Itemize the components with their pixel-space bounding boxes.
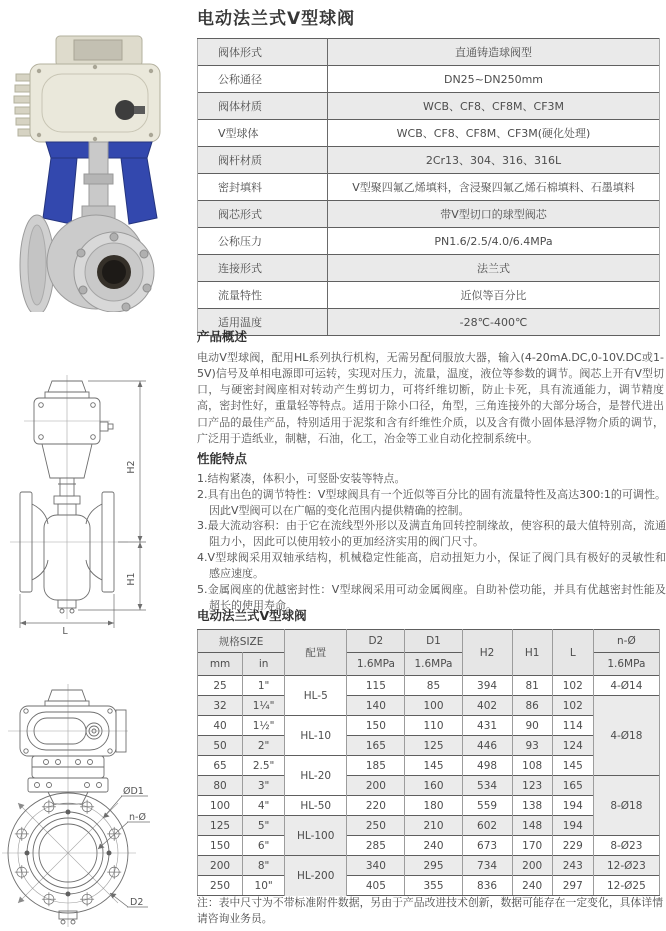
- dim-d2: 340: [347, 856, 405, 876]
- dim-in: 1¼": [243, 696, 285, 716]
- dim-d1: 240: [405, 836, 462, 856]
- dim-l: 124: [552, 736, 593, 756]
- dim-row: [198, 716, 660, 736]
- dim-h1: 240: [512, 876, 552, 896]
- spec-value: 2Cr13、304、316、316L: [328, 147, 660, 174]
- dim-d1: 295: [405, 856, 462, 876]
- spec-row: [198, 39, 660, 66]
- valve-body-photo: [20, 215, 154, 312]
- spec-row: [198, 228, 660, 255]
- dim-d2: 405: [347, 876, 405, 896]
- spec-label: 阀芯形式: [198, 201, 328, 228]
- col-header-in: in: [243, 653, 285, 676]
- col-header-h2: H2: [462, 630, 512, 676]
- dim-label-l: L: [62, 626, 68, 637]
- dim-h1: 86: [512, 696, 552, 716]
- dim-label-d2: D2: [130, 897, 144, 908]
- dim-h1: 123: [512, 776, 552, 796]
- spec-row: [198, 174, 660, 201]
- dim-in: 4": [243, 796, 285, 816]
- dim-config: HL-20: [285, 756, 347, 796]
- dim-d2: 140: [347, 696, 405, 716]
- dim-label-n: n-Ø: [129, 812, 146, 823]
- spec-label: 公称通径: [198, 66, 328, 93]
- col-header-mm: mm: [198, 653, 243, 676]
- spec-row: [198, 147, 660, 174]
- dim-h1: 81: [512, 676, 552, 696]
- dim-h1: 93: [512, 736, 552, 756]
- spec-value: WCB、CF8、CF8M、CF3M(硬化处理): [328, 120, 660, 147]
- dim-l: 165: [552, 776, 593, 796]
- spec-value: 近似等百分比: [328, 282, 660, 309]
- dim-h2: 534: [462, 776, 512, 796]
- dim-h1: 200: [512, 856, 552, 876]
- dim-h2: 498: [462, 756, 512, 776]
- spec-label: 适用温度: [198, 309, 328, 336]
- dim-l: 114: [552, 716, 593, 736]
- col-header-l: L: [552, 630, 593, 676]
- spec-row: [198, 120, 660, 147]
- dim-l: 145: [552, 756, 593, 776]
- dim-config: HL-200: [285, 856, 347, 896]
- spec-row: [198, 255, 660, 282]
- actuator-photo: [14, 36, 160, 142]
- dim-h1: 170: [512, 836, 552, 856]
- spec-value: -28℃-400℃: [328, 309, 660, 336]
- features-heading: 性能特点: [197, 451, 248, 466]
- dim-mm: 100: [198, 796, 243, 816]
- dim-row: [198, 756, 660, 776]
- spec-label: 连接形式: [198, 255, 328, 282]
- col-header-d1-pressure: 1.6MPa: [405, 653, 462, 676]
- spec-label: 公称压力: [198, 228, 328, 255]
- dim-label-h1: H1: [126, 572, 137, 586]
- dim-l: 102: [552, 696, 593, 716]
- dim-d2: 150: [347, 716, 405, 736]
- col-header-n: n-Ø: [593, 630, 659, 653]
- feature-item: 3.最大流动容积：由于它在流线型外形以及满直角回转控制缘故，使容积的最大值特别高，流通阻力小，因此可以使用较小的更加经济实用的阀门尺寸。: [197, 519, 666, 549]
- dim-h1: 148: [512, 816, 552, 836]
- dim-d1: 125: [405, 736, 462, 756]
- dim-row: [198, 736, 660, 756]
- spec-value: PN1.6/2.5/4.0/6.4MPa: [328, 228, 660, 255]
- dim-h2: 734: [462, 856, 512, 876]
- centerlines: [10, 375, 128, 619]
- overview-heading: 产品概述: [197, 329, 248, 344]
- dim-h2: 402: [462, 696, 512, 716]
- dim-n: 8-Ø23: [593, 836, 659, 856]
- dim-d2: 220: [347, 796, 405, 816]
- front-view-drawing: [0, 648, 190, 931]
- spec-value: V型聚四氟乙烯填料，含浸聚四氟乙烯石棉填料、石墨填料: [328, 174, 660, 201]
- dim-d1: 145: [405, 756, 462, 776]
- dim-l: 297: [552, 876, 593, 896]
- dim-h2: 559: [462, 796, 512, 816]
- dim-config: HL-5: [285, 676, 347, 716]
- dim-in: 2": [243, 736, 285, 756]
- dim-table-body: [198, 676, 660, 896]
- dim-d1: 210: [405, 816, 462, 836]
- col-header-h1: H1: [512, 630, 552, 676]
- spec-value: WCB、CF8、CF8M、CF3M: [328, 93, 660, 120]
- dim-h2: 446: [462, 736, 512, 756]
- page-title: 电动法兰式V型球阀: [197, 9, 356, 29]
- table-note: 注：表中尺寸为不带标准附件数据，另由于产品改进技术创新，数据可能存在一定变化，具体详情请咨询业务员。: [197, 896, 663, 926]
- col-header-d2-pressure: 1.6MPa: [347, 653, 405, 676]
- col-header-d2: D2: [347, 630, 405, 653]
- dim-row: [198, 876, 660, 896]
- spec-label: 密封填料: [198, 174, 328, 201]
- dim-mm: 250: [198, 876, 243, 896]
- dim-row: [198, 836, 660, 856]
- dim-in: 10": [243, 876, 285, 896]
- dim-mm: 65: [198, 756, 243, 776]
- col-header-size: 规格SIZE: [198, 630, 285, 653]
- col-header-config: 配置: [285, 630, 347, 676]
- dim-d1: 85: [405, 676, 462, 696]
- dim-h2: 394: [462, 676, 512, 696]
- col-header-d1: D1: [405, 630, 462, 653]
- dim-n: 4-Ø18: [593, 696, 659, 776]
- dim-d1: 180: [405, 796, 462, 816]
- dim-h2: 602: [462, 816, 512, 836]
- dimension-arrows: [20, 381, 142, 625]
- dim-d2: 115: [347, 676, 405, 696]
- dim-h1: 108: [512, 756, 552, 776]
- spec-table-body: [198, 39, 660, 336]
- dim-mm: 125: [198, 816, 243, 836]
- dim-d2: 165: [347, 736, 405, 756]
- dim-in: 3": [243, 776, 285, 796]
- dim-row: [198, 796, 660, 816]
- dim-l: 194: [552, 796, 593, 816]
- dim-in: 2.5": [243, 756, 285, 776]
- dim-in: 1": [243, 676, 285, 696]
- dim-n: 12-Ø25: [593, 876, 659, 896]
- dim-d2: 185: [347, 756, 405, 776]
- dim-row: [198, 816, 660, 836]
- dim-d1: 100: [405, 696, 462, 716]
- dim-mm: 200: [198, 856, 243, 876]
- dim-d1: 110: [405, 716, 462, 736]
- dimension-lines: [20, 381, 146, 628]
- spec-label: 阀体形式: [198, 39, 328, 66]
- dim-row: [198, 696, 660, 716]
- dim-label-d1: ØD1: [123, 786, 144, 797]
- overview-body: 电动V型球阀，配用HL系列执行机构，无需另配伺服放大器，输入(4-20mA.DC,0-10V.DC或1-5V)信号及单相电源即可运转，实现对压力，流量，温度，液位等参数的调节。阀芯上开有V型切口，与硬密封阀座相对转动产生剪切力，可将纤维切断，防止卡死，具有流通能力，调节精度高，密封性好，重量轻等特点。适用于除小口径，角型，三角连接外的大部分场合，是替代进出口产品的最佳产品，特别适用于泥浆和含有纤维性介质，以及含有微小固体悬浮物介质的调节，广泛用于造纸业，制糖，石油，化工，冶金等工业自动化控制系统中。: [197, 351, 664, 445]
- dim-n: 4-Ø14: [593, 676, 659, 696]
- dim-d2: 200: [347, 776, 405, 796]
- dim-mm: 50: [198, 736, 243, 756]
- spec-row: [198, 66, 660, 93]
- spec-value: 法兰式: [328, 255, 660, 282]
- dim-mm: 40: [198, 716, 243, 736]
- feature-item: 5.金属阀座的优越密封性：V型球阀采用可动金属阀座。自助补偿功能，并具有优越密封性能及超长的使用寿命。: [197, 582, 666, 612]
- feature-item: 1.结构紧凑，体积小，可竖卧安装等特点。: [197, 472, 406, 485]
- spec-row: [198, 282, 660, 309]
- spec-label: 流量特性: [198, 282, 328, 309]
- dim-table-header: [198, 630, 660, 676]
- dim-config: HL-50: [285, 796, 347, 816]
- dim-mm: 32: [198, 696, 243, 716]
- dim-h2: 431: [462, 716, 512, 736]
- dim-mm: 80: [198, 776, 243, 796]
- feature-item: 2.具有出色的调节特性：V型球阀具有一个近似等百分比的固有流量特性及高达300:1的可调性。因此V型阀可以在广幅的变化范围内提供精确的控制。: [197, 487, 666, 517]
- dim-in: 5": [243, 816, 285, 836]
- side-view-drawing: [0, 372, 190, 637]
- dim-in: 6": [243, 836, 285, 856]
- dim-config: HL-100: [285, 816, 347, 856]
- dim-n: 8-Ø18: [593, 776, 659, 836]
- dim-l: 243: [552, 856, 593, 876]
- dim-table-heading: 电动法兰式V型球阀: [197, 608, 307, 623]
- dim-h1: 90: [512, 716, 552, 736]
- spec-value: 直通铸造球阀型: [328, 39, 660, 66]
- dim-d1: 160: [405, 776, 462, 796]
- spec-value: DN25~DN250mm: [328, 66, 660, 93]
- dim-label-h2: H2: [126, 460, 137, 474]
- dim-d2: 285: [347, 836, 405, 856]
- spec-label: V型球体: [198, 120, 328, 147]
- spec-row: [198, 93, 660, 120]
- dim-d1: 355: [405, 876, 462, 896]
- col-header-n-pressure: 1.6MPa: [593, 653, 659, 676]
- dim-row: [198, 776, 660, 796]
- dim-mm: 150: [198, 836, 243, 856]
- dim-h2: 673: [462, 836, 512, 856]
- spec-label: 阀杆材质: [198, 147, 328, 174]
- dim-in: 1½": [243, 716, 285, 736]
- spec-row: [198, 201, 660, 228]
- product-photo: [4, 22, 190, 312]
- spec-table: [197, 38, 660, 336]
- dim-config: HL-10: [285, 716, 347, 756]
- dim-row: [198, 856, 660, 876]
- dim-d2: 250: [347, 816, 405, 836]
- features-list: [197, 471, 666, 613]
- dim-l: 229: [552, 836, 593, 856]
- dim-n: 12-Ø23: [593, 856, 659, 876]
- dim-in: 8": [243, 856, 285, 876]
- spec-label: 阀体材质: [198, 93, 328, 120]
- features-section: [197, 449, 666, 613]
- overview-section: [197, 327, 664, 447]
- actuator-knob: [115, 100, 135, 120]
- dim-mm: 25: [198, 676, 243, 696]
- dim-row: [198, 676, 660, 696]
- feature-item: 4.V型球阀采用双轴承结构，机械稳定性能高，启动扭矩力小，保证了阀门具有极好的灵敏性和感应速度。: [197, 551, 666, 580]
- dimension-table: [197, 629, 660, 896]
- dim-l: 194: [552, 816, 593, 836]
- dim-h1: 138: [512, 796, 552, 816]
- dim-l: 102: [552, 676, 593, 696]
- dim-h2: 836: [462, 876, 512, 896]
- spec-value: 带V型切口的球型阀芯: [328, 201, 660, 228]
